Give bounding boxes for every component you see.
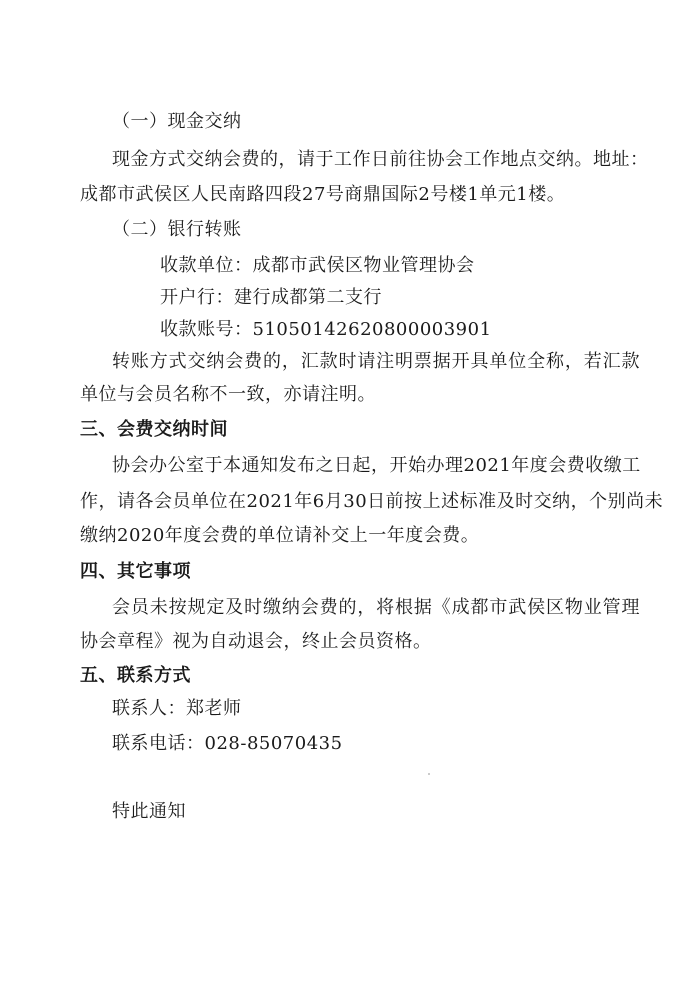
cash-paragraph-line-1: 现金方式交纳会费的，请于工作日前往协会工作地点交纳。地址：: [112, 149, 649, 170]
section-5-heading: 五、联系方式: [80, 665, 191, 686]
transfer-note-line-1: 转账方式交纳会费的，汇款时请注明票据开具单位全称，若汇款: [112, 351, 640, 372]
contact-phone-row: [112, 732, 343, 756]
section-4-heading: 四、其它事项: [80, 561, 191, 582]
contact-label: 联系人：: [112, 698, 186, 719]
section-4-line-1: 会员未按规定及时缴纳会费的，将根据《成都市武侯区物业管理: [112, 597, 640, 618]
scan-speck: [428, 773, 430, 775]
contact-person-row: [112, 697, 242, 721]
bank-account-row: [160, 318, 492, 342]
branch-value: 建行成都第二支行: [234, 287, 382, 308]
branch-label: 开户行：: [160, 287, 234, 308]
section-4-line-2: 协会章程》视为自动退会，终止会员资格。: [80, 631, 432, 652]
section-3-line-3: 缴纳2020年度会费的单位请补交上一年度会费。: [80, 525, 480, 546]
section-3-line-1: 协会办公室于本通知发布之日起，开始办理2021年度会费收缴工: [112, 455, 641, 476]
section-3-heading: 三、会费交纳时间: [80, 419, 228, 440]
contact-value: 郑老师: [186, 698, 242, 719]
payee-value: 成都市武侯区物业管理协会: [252, 255, 475, 276]
closing-text: 特此通知: [112, 801, 186, 822]
account-label: 收款账号：: [160, 319, 253, 340]
account-value: 51050142620800003901: [252, 319, 492, 340]
bank-payee-row: [160, 254, 475, 278]
phone-label: 联系电话：: [112, 733, 205, 754]
subsection-cash-title: （一）现金交纳: [112, 111, 242, 132]
section-3-line-2: 作，请各会员单位在2021年6月30日前按上述标准及时交纳，个别尚未: [80, 491, 664, 512]
bank-branch-row: [160, 286, 382, 310]
phone-value: 028-85070435: [204, 733, 343, 754]
payee-label: 收款单位：: [160, 255, 253, 276]
transfer-note-line-2: 单位与会员名称不一致，亦请注明。: [80, 384, 376, 405]
cash-paragraph-line-2: 成都市武侯区人民南路四段27号商鼎国际2号楼1单元1楼。: [80, 184, 566, 205]
subsection-bank-title: （二）银行转账: [112, 219, 242, 240]
